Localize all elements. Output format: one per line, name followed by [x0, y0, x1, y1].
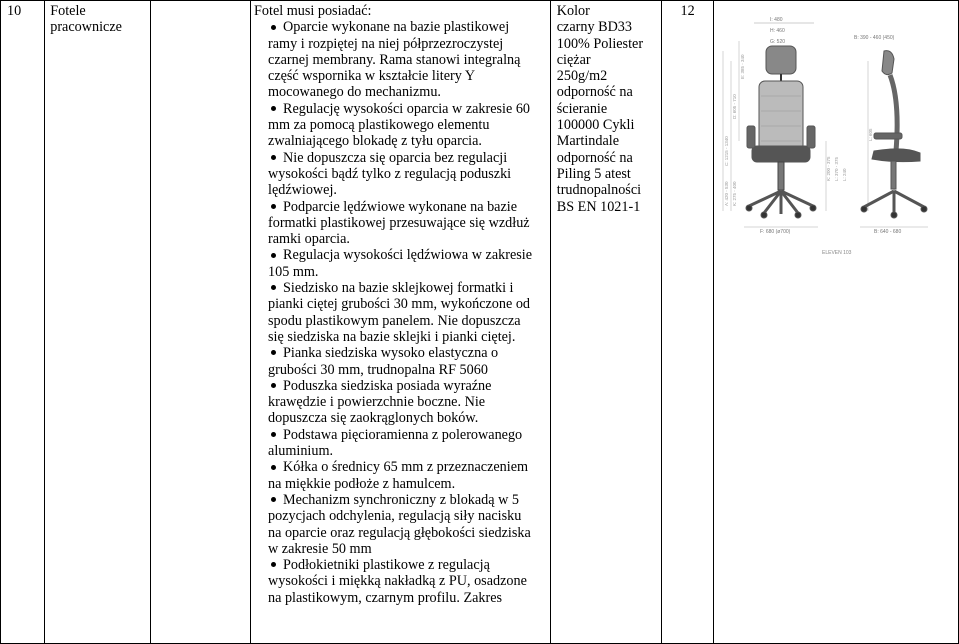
- requirement-line: czarnej membrany. Rama stanowi integralną: [268, 51, 521, 68]
- requirement-line: wysokości bądź tylko z regulacją poduszki: [268, 165, 512, 182]
- color-spec-line: odporność na: [556, 149, 633, 166]
- requirement-text: Kółka o średnicy 65 mm z przeznaczeniem: [283, 459, 529, 476]
- requirements-list: [268, 19, 546, 606]
- dim-label-side-b: B: 640 - 680: [873, 229, 902, 235]
- requirement-line: lędźwiowej.: [268, 182, 337, 199]
- color-spec: [557, 3, 662, 215]
- dim-label-g: G: 520: [769, 39, 785, 45]
- requirement-line: 105 mm.: [268, 263, 319, 280]
- bullet-icon: [271, 497, 276, 502]
- dim-label-side-k: K: 200 - 375: [825, 156, 831, 181]
- drawing-cell: [713, 1, 958, 644]
- row-number-cell: [1, 1, 45, 644]
- color-cell: [550, 1, 662, 644]
- requirement-text: Podparcie lędźwiowe wykonane na bazie: [283, 198, 518, 215]
- color-spec-line: trudnopalności: [556, 182, 642, 199]
- requirement-text: Podłokietniki plastikowe z regulacją: [283, 557, 490, 574]
- requirement-line: w zakresie 50 mm: [268, 540, 372, 557]
- requirement-line: na plastikowym, czarnym profilu. Zakres: [268, 589, 503, 606]
- dim-label-side-l1: L: 370 - 375: [833, 156, 839, 181]
- bullet-icon: [271, 350, 276, 355]
- empty-cell: [150, 1, 250, 644]
- requirement-item: [268, 459, 546, 492]
- bullet-icon: [271, 285, 276, 290]
- requirement-line: [268, 378, 546, 394]
- bullet-icon: [271, 155, 276, 160]
- quantity: 12: [680, 3, 695, 19]
- requirement-item: [268, 427, 546, 460]
- dim-label-d: D: 605 - 710: [731, 94, 737, 119]
- dim-label-b: B: 390 - 460 (450): [853, 35, 895, 41]
- requirement-line: na oparcie oraz regulacją głębokości siedziska: [268, 524, 531, 541]
- requirement-text: Podstawa pięcioramienna z polerowanego: [283, 426, 523, 443]
- bullet-icon: [271, 562, 276, 567]
- color-spec-line: 250g/m2: [556, 68, 608, 85]
- requirement-line: pianki ciętej grubości 30 mm, wykończone od: [268, 296, 531, 313]
- dim-label-i: I: 480: [769, 17, 783, 23]
- bullet-icon: [271, 106, 276, 111]
- color-spec-line: ciężar: [556, 51, 591, 68]
- requirement-text: Poduszka siedziska posiada wyraźne: [283, 377, 492, 394]
- requirement-item: [268, 150, 546, 199]
- requirement-line: spodu plastikowym panelem. Nie dopuszcza: [268, 312, 521, 329]
- requirement-line: ramy i rozpiętej na niej półprzezroczystej: [268, 35, 504, 52]
- requirement-line: [268, 427, 546, 443]
- requirement-line: dopuszcza się zaokrąglonych boków.: [268, 410, 479, 427]
- row-number: 10: [7, 3, 22, 19]
- dim-label-side-l2: L: 240: [841, 168, 847, 181]
- dim-label-l: L: 605: [867, 128, 873, 141]
- bullet-icon: [271, 383, 276, 388]
- requirement-text: Nie dopuszcza się oparcia bez regulacji: [283, 149, 508, 166]
- requirement-line: grubości 30 mm, trudnopalna RF 5060: [268, 361, 488, 378]
- bullet-icon: [271, 432, 276, 437]
- requirement-line: krawędzie i powierzchnie boczne. Nie: [268, 394, 486, 411]
- color-spec-line: odporność na: [556, 84, 633, 101]
- requirements-cell: [251, 1, 551, 644]
- requirement-line: [268, 19, 546, 35]
- requirement-item: [268, 280, 546, 345]
- bullet-icon: [271, 253, 276, 258]
- color-spec-line: czarny BD33: [556, 19, 632, 36]
- requirement-line: ramki oparcia.: [268, 231, 350, 248]
- color-spec-line: ścieranie: [556, 100, 608, 117]
- requirement-line: część wspornika w kształcie litery Y: [268, 68, 476, 85]
- requirement-line: [268, 280, 546, 296]
- requirement-item: [268, 101, 546, 150]
- requirement-line: formatki plastikowej przesuwające się wzdłuż: [268, 214, 530, 231]
- requirement-line: pozycjach odchylenia, regulacją siły nacisku: [268, 508, 522, 525]
- chair-front-view: [746, 46, 816, 218]
- requirement-item: [268, 247, 546, 280]
- model-label: ELEVEN 103: [821, 250, 852, 256]
- requirement-text: Pianka siedziska wysoko elastyczna o: [283, 345, 499, 362]
- requirement-item: [268, 199, 546, 248]
- product-name-cell: [45, 1, 151, 644]
- color-spec-line: 100000 Cykli: [556, 117, 635, 134]
- requirements-heading: Fotel musi posiadać:: [254, 3, 372, 19]
- requirement-line: zwalniającego blokadę z tyłu oparcia.: [268, 133, 482, 150]
- requirement-line: mocowanego do mechanizmu.: [268, 84, 441, 101]
- requirement-item: [268, 492, 546, 557]
- quantity-cell: [662, 1, 714, 644]
- requirement-line: mm za pomocą plastikowego elementu: [268, 117, 490, 134]
- dim-label-k: K: 275 - 400: [731, 181, 737, 206]
- requirement-line: na miękkie podłoże z hamulcem.: [268, 475, 456, 492]
- table-row: [1, 1, 959, 644]
- requirement-item: [268, 557, 546, 606]
- requirement-line: się siedziska na bazie sklejki i pianki ciętej.: [268, 328, 516, 345]
- dim-label-c: C: 1215 - 1340: [723, 136, 729, 166]
- color-spec-line: 100% Poliester: [556, 35, 644, 52]
- color-spec-line: Kolor: [556, 3, 590, 19]
- requirement-line: [268, 345, 546, 361]
- requirement-line: [268, 557, 546, 573]
- color-spec-line: Martindale: [556, 133, 619, 150]
- dim-label-h: H: 460: [769, 28, 785, 34]
- dim-label-f: F: 680 (ø700): [759, 229, 791, 235]
- chair-dimension-drawing: [714, 1, 958, 301]
- requirement-line: wysokości i miękką nakładką z PU, osadzone: [268, 573, 527, 590]
- requirement-text: Regulacja wysokości lędźwiowa w zakresie: [283, 247, 532, 264]
- requirement-line: [268, 247, 546, 263]
- requirement-item: [268, 19, 546, 100]
- requirement-text: Siedzisko na bazie sklejkowej formatki i: [283, 280, 514, 297]
- bullet-icon: [271, 204, 276, 209]
- product-name-line: Fotele: [50, 3, 86, 19]
- bullet-icon: [271, 465, 276, 470]
- dim-label-e: E: 385 - 340: [739, 54, 745, 79]
- dim-label-a: A: 420 - 530: [723, 181, 729, 206]
- requirement-text: Mechanizm synchroniczny z blokadą w 5: [283, 491, 520, 508]
- color-spec-line: BS EN 1021-1: [556, 198, 641, 215]
- requirement-line: [268, 199, 546, 215]
- bullet-icon: [271, 25, 276, 30]
- requirement-line: [268, 101, 546, 117]
- requirement-line: [268, 492, 546, 508]
- requirement-line: [268, 150, 546, 166]
- color-spec-line: Piling 5 atest: [556, 165, 631, 182]
- requirement-text: Regulację wysokości oparcia w zakresie 60: [283, 100, 531, 117]
- requirement-item: [268, 378, 546, 427]
- requirement-line: [268, 459, 546, 475]
- requirement-text: Oparcie wykonane na bazie plastikowej: [283, 19, 510, 36]
- product-name-line: pracownicze: [50, 19, 122, 36]
- requirement-line: aluminium.: [268, 443, 334, 460]
- requirement-item: [268, 345, 546, 378]
